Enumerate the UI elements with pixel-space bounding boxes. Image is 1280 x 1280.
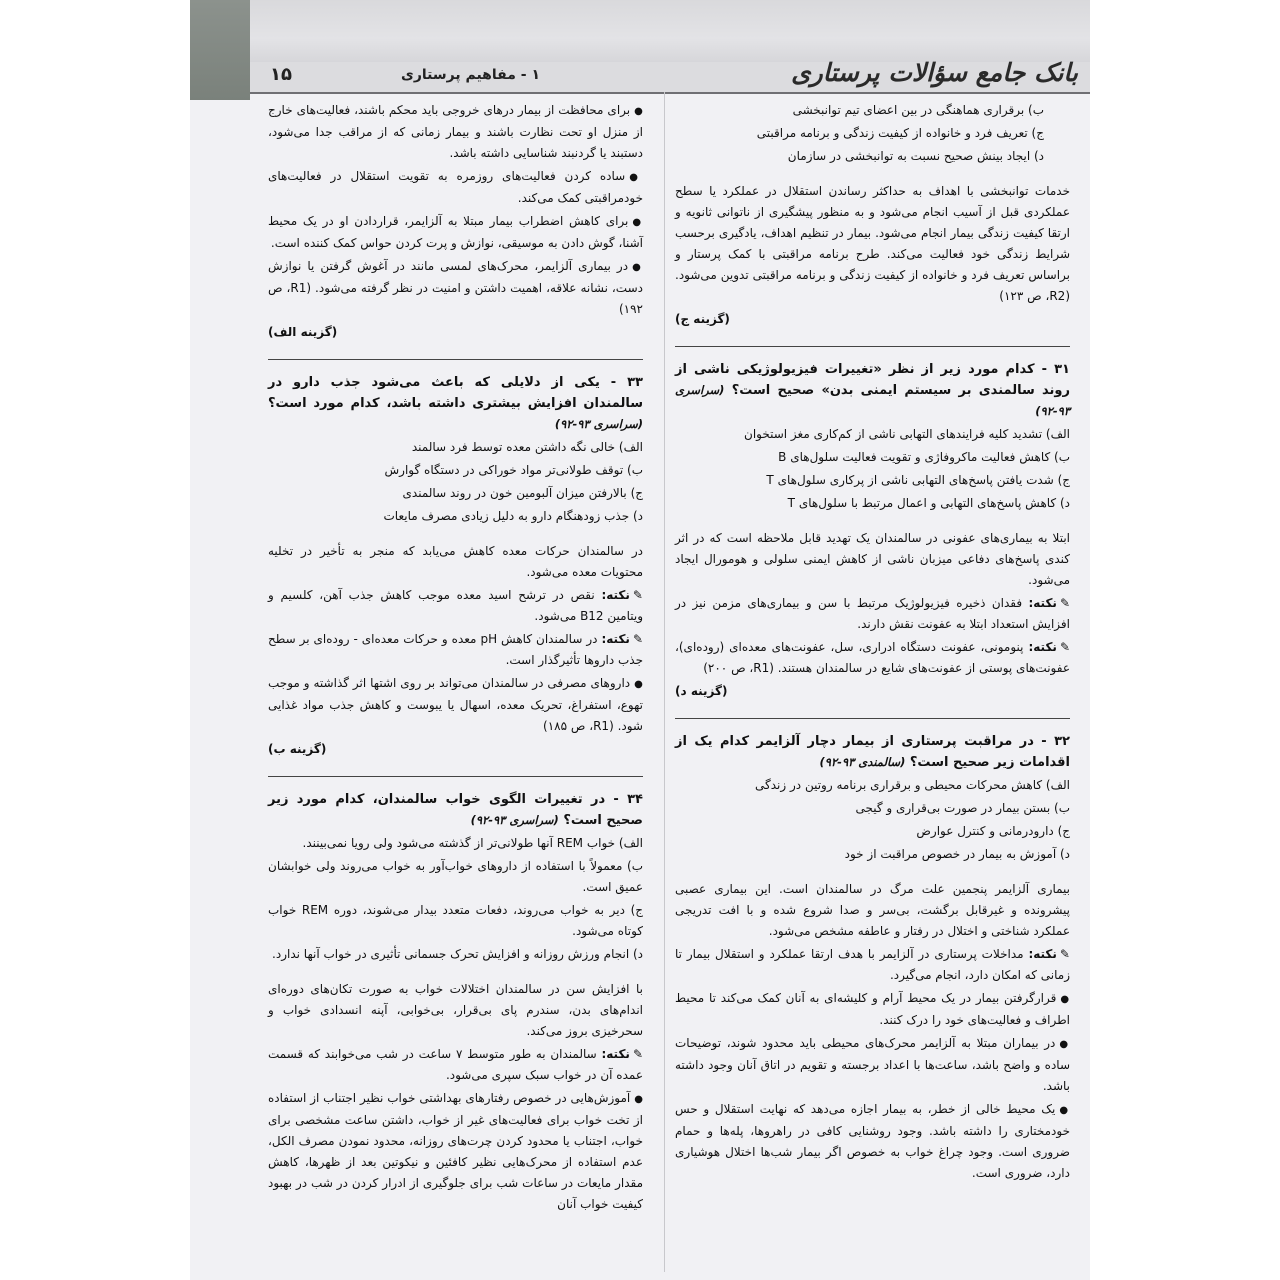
note-label: نکته: — [1028, 640, 1057, 654]
note-label: نکته: — [1028, 947, 1057, 961]
option: د) کاهش پاسخ‌های التهابی و اعمال مرتبط با سلول‌های T — [787, 496, 1070, 510]
explanation: بیماری آلزایمر پنجمین علت مرگ در سالمندان است. این بیماری عصبی پیشرونده و غیرقابل برگشت، بی‌سر و صدا شروع شده و با افت تدریجی عملکرد شناختی و اختلال در رفتار و عاطفه مشخص می‌شود. — [675, 882, 1070, 938]
bullet-item: ●در بیماران مبتلا به آلزایمر محرک‌های محیطی باید محدود شوند، توضیحات ساده و واضح باشد، ساعت‌ها با اعداد برجسته و تقویم در اتاق آنان وجود داشته باشد. — [675, 1036, 1070, 1093]
note-label: نکته: — [601, 632, 630, 646]
note-pencil-icon: ✎ — [1059, 596, 1070, 610]
page-number: ۱۵ — [270, 64, 292, 85]
bullet-icon: ● — [1059, 1105, 1070, 1116]
bullet-item: ●برای کاهش اضطراب بیمار مبتلا به آلزایمر، قراردادن او در یک محیط آشنا، گوش دادن به موسیقی، نوازش و پرت کردن حواس کمک کننده است. — [268, 214, 643, 250]
option: ب) معمولاً با استفاده از داروهای خواب‌آور به خواب می‌روند ولی خوابشان عمیق است. — [268, 859, 643, 894]
question-text: کدام مورد زیر از نظر «تغییرات فیزیولوژیکی ناشی از روند سالمندی بر سیستم ایمنی بدن» صحیح است؟ — [675, 362, 1071, 398]
note-pencil-icon: ✎ — [1059, 947, 1070, 961]
question-34 — [268, 789, 643, 831]
option: ب) برقراری هماهنگی در بین اعضای تیم توانبخشی — [792, 103, 1044, 117]
answer: (گزینه د) — [675, 684, 728, 698]
note-text: فقدان ذخیره فیزیولوژیک مرتبط با سن و بیماری‌های مزمن نیز در افزایش استعداد ابتلا به عفونت نقش دارند. — [675, 596, 1070, 631]
option: ج) بالارفتن میزان آلبومین خون در روند سالمندی — [402, 486, 643, 500]
question-33 — [268, 372, 643, 435]
question-31 — [675, 359, 1070, 422]
option: ب) توقف طولانی‌تر مواد خوراکی در دستگاه گوارش — [384, 463, 643, 477]
note — [268, 585, 643, 627]
explanation: ابتلا به بیماری‌های عفونی در سالمندان یک تهدید قابل ملاحظه است که در اثر کندی پاسخ‌های دفاعی میزبان ناشی از کاهش ایمنی سلولی و هومورال ایجاد می‌شود. — [675, 531, 1070, 587]
bullet-icon: ● — [634, 106, 643, 117]
question-separator — [268, 776, 643, 777]
bullet-icon: ● — [1060, 994, 1070, 1005]
note-pencil-icon: ✎ — [632, 1047, 643, 1061]
bullet-icon: ● — [632, 262, 643, 273]
note-text: مداخلات پرستاری در آلزایمر با هدف ارتقا عملکرد و استقلال بیمار تا زمانی که امکان دارد، انجام می‌گیرد. — [675, 947, 1070, 982]
bullet-item: ●ساده کردن فعالیت‌های روزمره به تقویت استقلال در فعالیت‌های خودمراقبتی کمک می‌کند. — [268, 169, 643, 205]
option: الف) کاهش محرکات محیطی و برقراری برنامه روتین در زندگی — [755, 778, 1070, 792]
bullet-icon: ● — [634, 1094, 644, 1105]
option: ج) شدت یافتن پاسخ‌های التهابی ناشی از پرکاری سلول‌های T — [766, 473, 1070, 487]
book-title: بانک جامع سؤالات پرستاری — [791, 58, 1078, 87]
note-text: در سالمندان کاهش pH معده و حرکات معده‌ای - روده‌ای بر سطح جذب داروها تأثیرگذار است. — [268, 632, 643, 667]
question-32 — [675, 731, 1070, 773]
book-page — [190, 0, 1090, 1280]
question-separator — [675, 718, 1070, 719]
question-number: ۳۳ - — [599, 375, 643, 390]
option: د) آموزش به بیمار در خصوص مراقبت از خود — [844, 847, 1070, 861]
chapter-title: ۱ - مفاهیم پرستاری — [401, 67, 540, 83]
bullet-icon: ● — [632, 217, 643, 228]
option: ج) دارودرمانی و کنترل عوارض — [916, 824, 1070, 838]
note — [675, 637, 1070, 679]
option: د) جذب زودهنگام دارو به دلیل زیادی مصرف مایعات — [383, 509, 643, 523]
question-text: در تغییرات الگوی خواب سالمندان، کدام مورد زیر صحیح است؟ — [268, 792, 643, 828]
header-band-corner — [190, 0, 250, 100]
answer: (گزینه ج) — [675, 312, 730, 326]
bullet-item: ●آموزش‌هایی در خصوص رفتارهای بهداشتی خواب نظیر اجتناب از استفاده از تخت خواب برای فعالیت‌های غیر از خواب، داشتن ساعت مشخصی برای خواب، اجتناب یا محدود کردن چرت‌های روزانه، محدود نمودن مصرف الکل، عدم استفاده از محرک‌هایی نظیر کافئین و نیکوتین بعد از ظهرها، کاهش مقدار مایعات در ساعات شب برای جلوگیری از ادرار کردن در شب در بهبود کیفیت خواب آنان — [268, 1091, 644, 1211]
bullet-item: ●برای محافظت از بیمار درهای خروجی باید محکم باشند، فعالیت‌های خارج از منزل او تحت نظارت باشند و بیمار زمانی که از مراقب جدا می‌شود، دستبند یا گردنبند شناسایی داشته باشد. — [268, 103, 643, 160]
bullet-item: ●یک محیط خالی از خطر، به بیمار اجازه می‌دهد که نهایت استقلال و حس خودمختاری را داشته باشد. وجود روشنایی کافی در راهروها، پله‌ها و حمام ضروری است. وجود چراغ خواب به خصوص اگر بیمار شب‌ها اختلال هوشیاری دارد، ضروری است. — [675, 1102, 1070, 1180]
bullet-icon: ● — [629, 172, 643, 183]
question-source: (سراسری ۹۳-۹۲) — [470, 813, 559, 827]
explanation: با افزایش سن در سالمندان اختلالات خواب به صورت تکان‌های دوره‌ای اندام‌های بدن، سندرم پای بی‌قرار، بی‌خوابی، آپنه انسدادی خواب و سحرخیزی بروز می‌کند. — [268, 982, 643, 1038]
note-pencil-icon: ✎ — [632, 588, 643, 602]
note — [268, 1044, 643, 1086]
option: ج) تعریف فرد و خانواده از کیفیت زندگی و برنامه مراقبتی — [756, 126, 1044, 140]
option: الف) خالی نگه داشتن معده توسط فرد سالمند — [411, 440, 643, 454]
question-number: ۳۱ - — [1034, 362, 1070, 377]
question-text: یکی از دلایلی که باعث می‌شود جذب دارو در سالمندان افزایش بیشتری داشته باشد، کدام مورد است؟ — [268, 375, 643, 411]
answer: (گزینه الف) — [268, 325, 338, 339]
option: الف) خواب REM آنها طولانی‌تر از گذشته می‌شود ولی رویا نمی‌بینند. — [302, 836, 643, 850]
question-source: (سالمندی ۹۳-۹۲) — [819, 755, 906, 769]
question-text: در مراقبت پرستاری از بیمار دچار آلزایمر کدام یک از اقدامات زیر صحیح است؟ — [675, 734, 1070, 770]
option: د) انجام ورزش روزانه و افزایش تحرک جسمانی تأثیری در خواب آنها ندارد. — [272, 947, 643, 961]
note-label: نکته: — [601, 1047, 630, 1061]
option: ب) بستن بیمار در صورت بی‌قراری و گیجی — [855, 801, 1070, 815]
question-separator — [268, 359, 643, 360]
note — [675, 944, 1070, 986]
note-pencil-icon: ✎ — [1059, 640, 1070, 654]
note-text: پنومونی، عفونت دستگاه ادراری، سل، عفونت‌های معده‌ای (روده‌ای)، عفونت‌های پوستی از عفونت‌های شایع در سالمندان هستند. (R1، ص ۲۰۰) — [675, 640, 1070, 675]
note-label: نکته: — [1028, 596, 1057, 610]
option: الف) تشدید کلیه فرایندهای التهابی ناشی از کم‌کاری مغز استخوان — [744, 427, 1070, 441]
right-column — [675, 100, 1070, 1186]
question-separator — [675, 346, 1070, 347]
note — [268, 629, 643, 671]
note-text: نقص در ترشح اسید معده موجب کاهش جذب آهن، کلسیم و ویتامین B12 می‌شود. — [268, 588, 643, 623]
note-text: سالمندان به طور متوسط ۷ ساعت در شب می‌خوابند که قسمت عمده آن در خواب سبک سپری می‌شود. — [268, 1047, 643, 1082]
note-label: نکته: — [601, 588, 630, 602]
bullet-item: ●داروهای مصرفی در سالمندان می‌تواند بر روی اشتها اثر گذاشته و موجب تهوع، استفراغ، تحریک معده، اسهال یا یبوست و کاهش جذب مواد غذایی شود. (R1، ص ۱۸۵) — [268, 676, 643, 733]
question-source: (سراسری ۹۳-۹۲) — [554, 417, 643, 431]
explanation: در سالمندان حرکات معده کاهش می‌یابد که منجر به تأخیر در تخلیه محتویات معده می‌شود. — [268, 544, 643, 579]
question-source: (سراسری ۹۳-۹۲) — [675, 383, 1070, 418]
bullet-item: ●قرارگرفتن بیمار در یک محیط آرام و کلیشه‌ای به آنان کمک می‌کند تا محیط اطراف و فعالیت‌های خود را درک کنند. — [675, 991, 1070, 1027]
answer: (گزینه ب) — [268, 742, 327, 756]
note — [675, 593, 1070, 635]
option: ج) دیر به خواب می‌روند، دفعات متعدد بیدار می‌شوند، دوره REM خواب کوتاه می‌شود. — [268, 903, 643, 938]
option: ب) کاهش فعالیت ماکروفاژی و تقویت فعالیت سلول‌های B — [778, 450, 1070, 464]
option: د) ایجاد بینش صحیح نسبت به توانبخشی در سازمان — [787, 149, 1044, 163]
column-divider — [664, 92, 665, 1272]
bullet-icon: ● — [634, 679, 643, 690]
question-number: ۳۴ - — [605, 792, 643, 807]
question-number: ۳۲ - — [1033, 734, 1070, 749]
bullet-item: ●در بیماری آلزایمر، محرک‌های لمسی مانند در آغوش گرفتن یا نوازش دست، نشانه علاقه، اهمیت داشتن و امنیت در نظر گرفته می‌شود. (R1، ص ۱۹۲) — [268, 259, 643, 316]
explanation: خدمات توانبخشی با اهداف به حداکثر رساندن استقلال در عملکرد یا سطح عملکردی قبل از آسیب انجام می‌شود و به منظور پیشگیری از ناتوانی ثانویه و ارتقا کیفیت زندگی بیمار انجام می‌شود. بیمار در تنظیم اهداف، یادگیری برحسب شرایط زندگی خود فعالیت می‌کند. طرح برنامه مراقبتی با کمک پرستار و براساس تعریف فرد و خانواده از کیفیت زندگی و برنامه مراقبتی تدوین می‌شود. (R2، ص ۱۲۳) — [675, 184, 1070, 303]
note-pencil-icon: ✎ — [632, 632, 643, 646]
left-column — [268, 100, 643, 1217]
bullet-icon: ● — [1059, 1039, 1070, 1050]
